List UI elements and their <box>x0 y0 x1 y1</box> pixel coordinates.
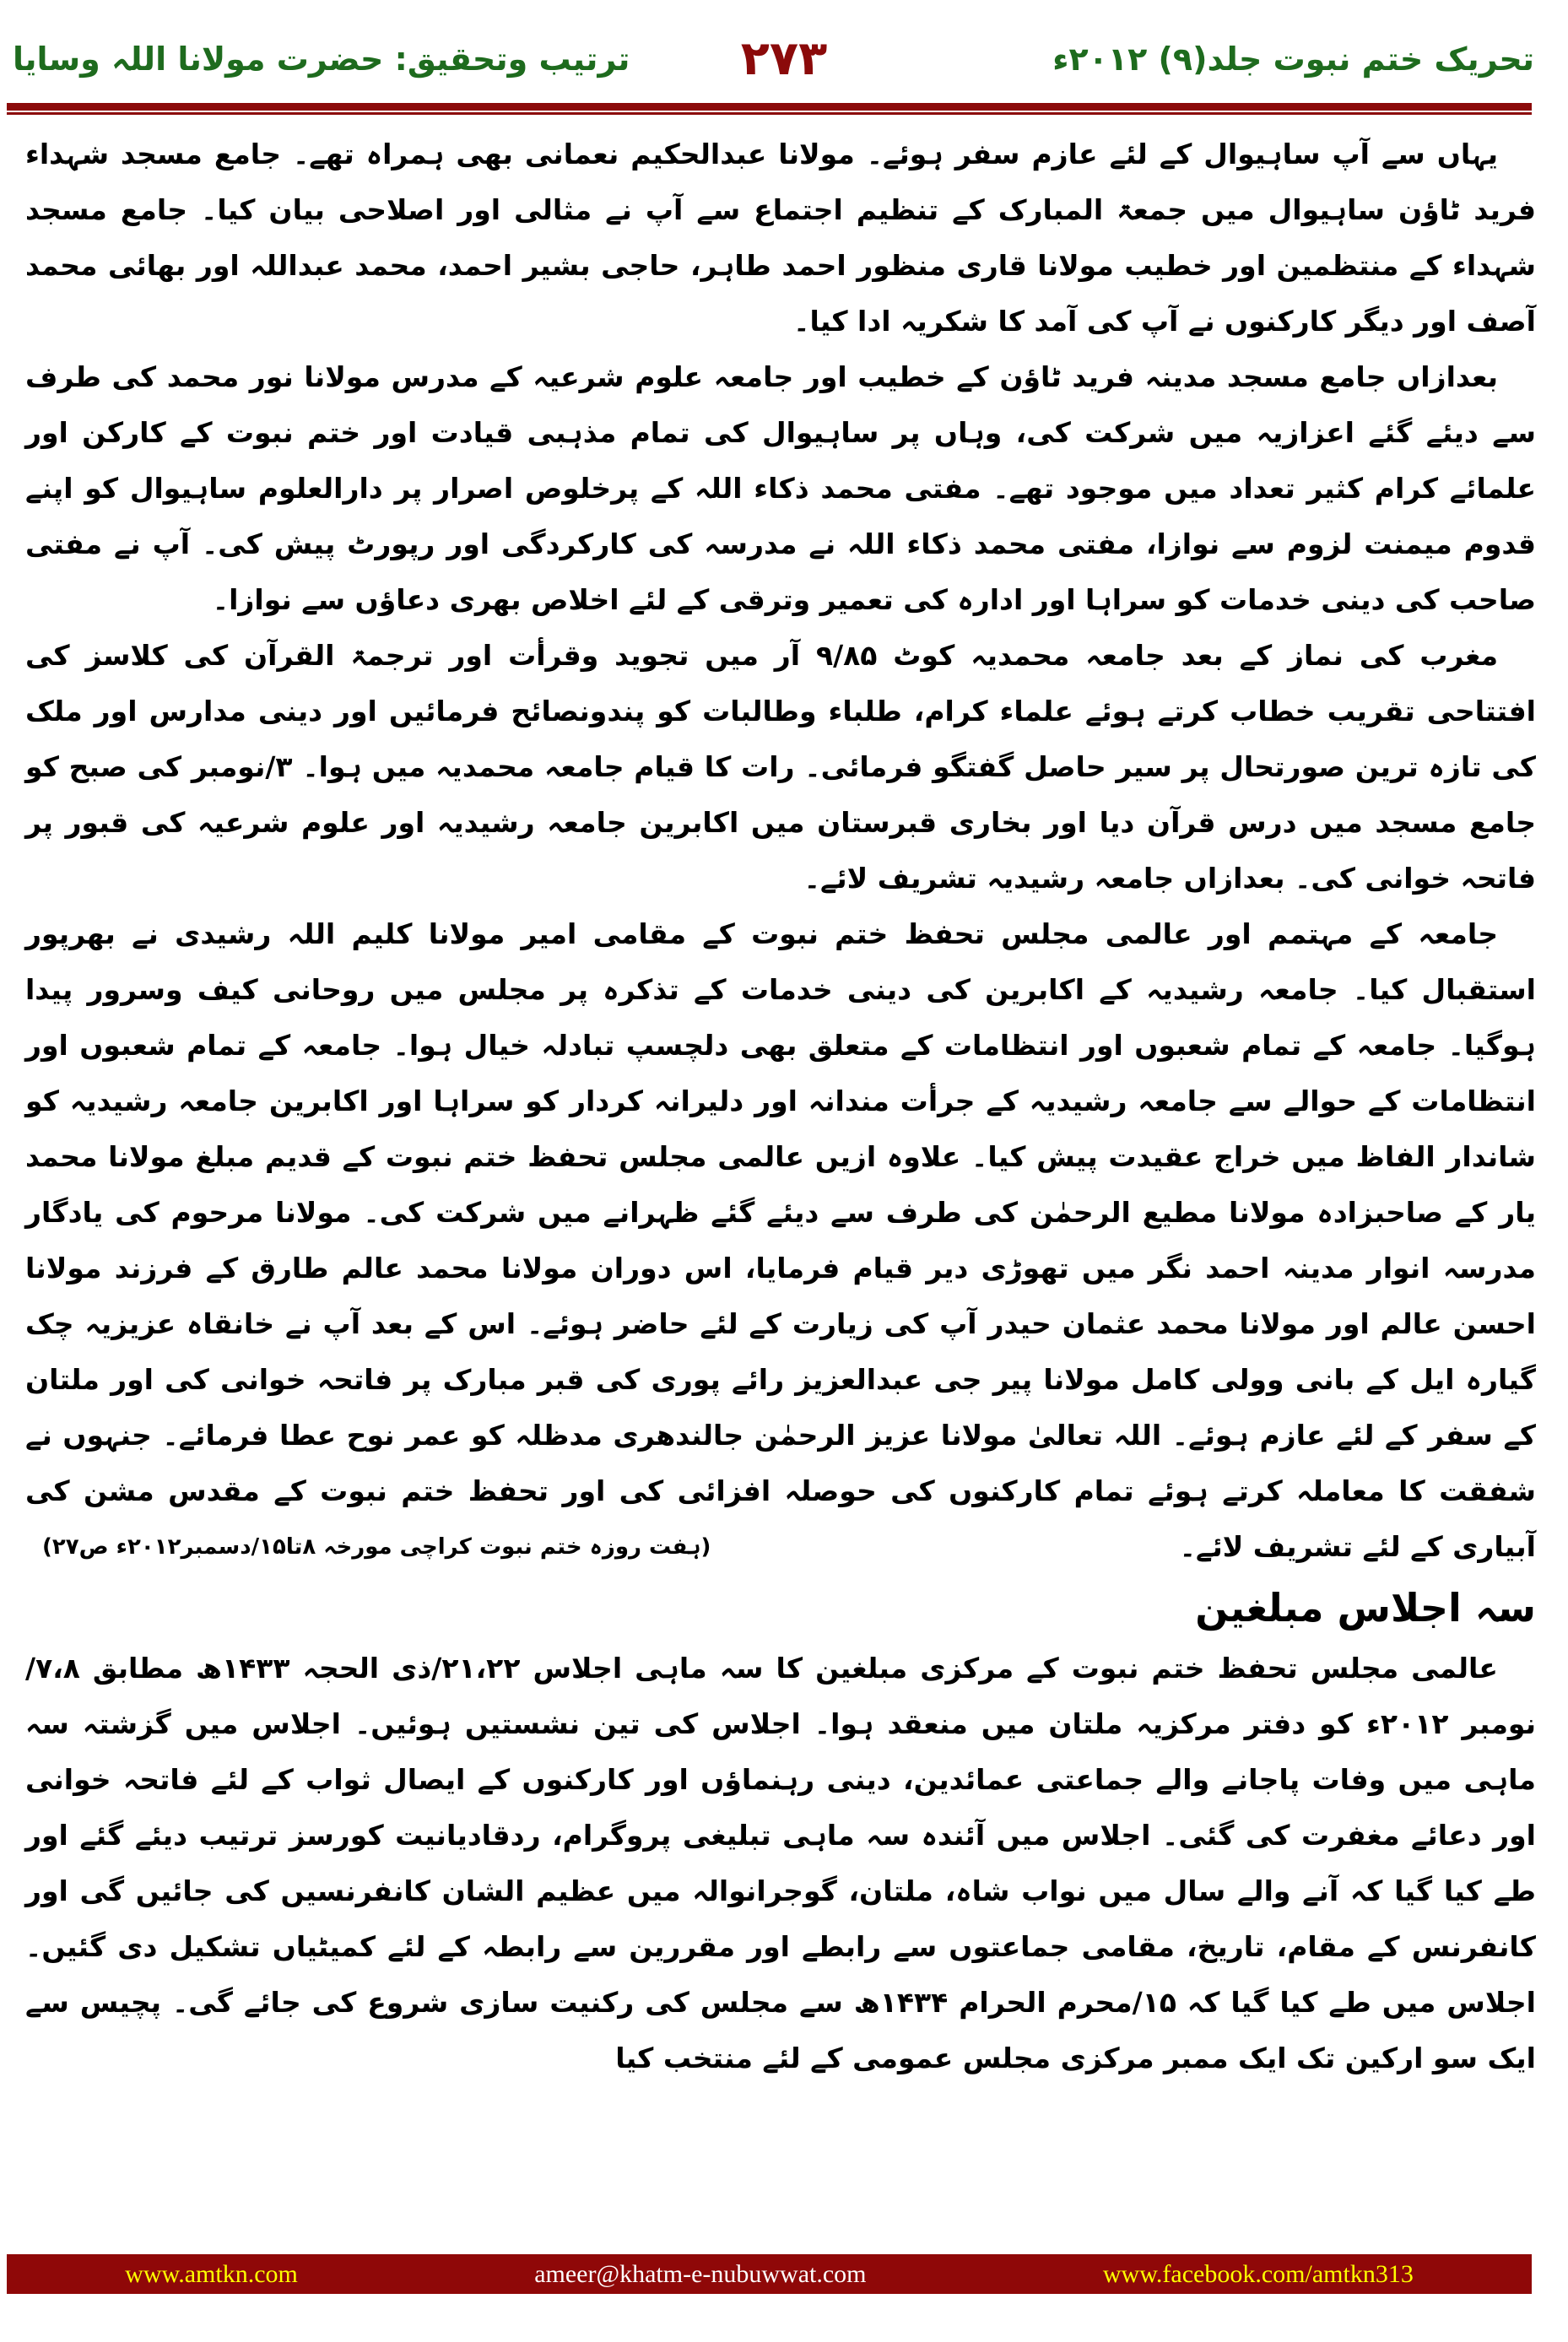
citation: (ہفت روزہ ختم نبوت کراچی مورخہ ۸تا۱۵/دسمبر۲۰۱۲ء ص۲۷) <box>42 1534 711 1560</box>
paragraph-with-citation <box>25 906 1536 1575</box>
book-title: تحریک ختم نبوت جلد(۹) ۲۰۱۲ء <box>1052 41 1534 78</box>
page-body <box>25 127 1536 2086</box>
section-heading: سہ اجلاس مبلغین <box>1195 1585 1536 1631</box>
paragraph: مغرب کی نماز کے بعد جامعہ محمدیہ کوٹ ۹/۸۵ آر میں تجوید وقرأت اور ترجمۃ القرآن کی کلاسز کی افتتاحی تقریب خطاب کرتے ہوئے علماء کرام، طلباء وطالبات کو پندونصائح فرمائیں اور دینی مدارس اور ملک کی تازہ ترین صورتحال پر سیر حاصل گفتگو فرمائی۔ رات کا قیام جامعہ محمدیہ میں ہوا۔ ۳/نومبر کی صبح کو جامع مسجد میں درس قرآن دیا اور بخاری قبرستان میں اکابرین جامعہ رشیدیہ اور علوم شرعیہ کی قبور پر فاتحہ خوانی کی۔ بعدازاں جامعہ رشیدیہ تشریف لائے۔ <box>25 639 1536 895</box>
facebook-link[interactable]: www.facebook.com/amtkn313 <box>1102 2259 1414 2288</box>
page-number: ۲۷۳ <box>740 31 828 86</box>
paragraph: بعدازاں جامع مسجد مدینہ فرید ٹاؤن کے خطیب اور جامعہ علوم شرعیہ کے مدرس مولانا نور محمد کی طرف سے دیئے گئے اعزازیہ میں شرکت کی، وہاں پر ساہیوال کی تمام مذہبی قیادت اور ختم نبوت کے کارکن اور علمائے کرام کثیر تعداد میں موجود تھے۔ مفتی محمد ذکاء اللہ کے پرخلوص اصرار پر دارالعلوم ساہیوال کو اپنے قدوم میمنت لزوم سے نوازا، مفتی محمد ذکاء اللہ نے مدرسہ کی کارکردگی اور رپورٹ پیش کی۔ آپ نے مفتی صاحب کی دینی خدمات کو سراہا اور ادارہ کی تعمیر وترقی کے لئے اخلاص بھری دعاؤں سے نوازا۔ <box>25 360 1536 616</box>
header-rule-thin <box>7 112 1532 115</box>
footer-bar <box>7 2254 1532 2294</box>
email-link[interactable]: ameer@khatm-e-nubuwwat.com <box>534 2259 867 2288</box>
header-rule-thick <box>7 103 1532 111</box>
website-link[interactable]: www.amtkn.com <box>125 2259 298 2288</box>
paragraph: یہاں سے آپ ساہیوال کے لئے عازم سفر ہوئے۔ مولانا عبدالحکیم نعمانی بھی ہمراہ تھے۔ جامع مسجد شہداء فرید ٹاؤن ساہیوال میں جمعۃ المبارک کے تنظیم اجتماع سے آپ نے مثالی اور اصلاحی بیان کیا۔ جامع مسجد شہداء کے منتظمین اور خطیب مولانا قاری منظور احمد طاہر، حاجی بشیر احمد، محمد عبداللہ اور بھائی محمد آصف اور دیگر کارکنوں نے آپ کی آمد کا شکریہ ادا کیا۔ <box>25 138 1536 338</box>
paragraph-text: جامعہ کے مہتمم اور عالمی مجلس تحفظ ختم نبوت کے مقامی امیر مولانا کلیم اللہ رشیدی نے بھرپور استقبال کیا۔ جامعہ رشیدیہ کے اکابرین کی دینی خدمات کے تذکرہ پر مجلس میں روحانی کیف وسرور پیدا ہوگیا۔ جامعہ کے تمام شعبوں اور انتظامات کے متعلق بھی دلچسپ تبادلہ خیال ہوا۔ جامعہ کے تمام شعبوں اور انتظامات کے حوالے سے جامعہ رشیدیہ کے جرأت مندانہ اور دلیرانہ کردار کو سراہا اور اکابرین جامعہ رشیدیہ کو شاندار الفاظ میں خراج عقیدت پیش کیا۔ علاوہ ازیں عالمی مجلس تحفظ ختم نبوت کے قدیم مبلغ مولانا محمد یار کے صاحبزادہ مولانا مطیع الرحمٰن کی طرف سے دیئے گئے ظہرانے میں شرکت کی۔ مولانا مرحوم کی یادگار مدرسہ انوار مدینہ احمد نگر میں تھوڑی دیر قیام فرمایا، اس دوران مولانا محمد عالم طارق کے فرزند مولانا احسن عالم اور مولانا محمد عثمان حیدر آپ کی زیارت کے لئے حاضر ہوئے۔ اس کے بعد آپ نے خانقاہ عزیزیہ چک گیارہ ایل کے بانی وولی کامل مولانا پیر جی عبدالعزیز رائے پوری کی قبر مبارک پر فاتحہ خوانی کی اور ملتان کے سفر کے لئے عازم ہوئے۔ اللہ تعالیٰ مولانا عزیز الرحمٰن جالندھری مدظلہ کو عمر نوح عطا فرمائے۔ جنہوں نے شفقت کا معاملہ کرتے ہوئے تمام کارکنوں کی حوصلہ افزائی کی اور تحفظ ختم نبوت کے مقدس مشن کی آبیاری کے لئے تشریف لائے۔ <box>25 917 1536 1563</box>
compiler-credit: ترتیب وتحقیق: حضرت مولانا اللہ وسایا <box>13 41 630 78</box>
paragraph: عالمی مجلس تحفظ ختم نبوت کے مرکزی مبلغین کا سہ ماہی اجلاس ۲۱،۲۲/ذی الحجہ ۱۴۳۳ھ مطابق ۷،۸/نومبر ۲۰۱۲ء کو دفتر مرکزیہ ملتان میں منعقد ہوا۔ اجلاس کی تین نشستیں ہوئیں۔ اجلاس میں گزشتہ سہ ماہی میں وفات پاجانے والے جماعتی عمائدین، دینی رہنماؤں اور کارکنوں کے ایصال ثواب کے لئے فاتحہ خوانی اور دعائے مغفرت کی گئی۔ اجلاس میں آئندہ سہ ماہی تبلیغی پروگرام، ردقادیانیت کورسز ترتیب دیئے گئے اور طے کیا گیا کہ آنے والے سال میں نواب شاہ، ملتان، گوجرانوالہ میں عظیم الشان کانفرنسیں کی جائیں گی اور کانفرنس کے مقام، تاریخ، مقامی جماعتوں سے رابطے اور مقررین سے رابطہ کے لئے کمیٹیاں تشکیل دی گئیں۔ اجلاس میں طے کیا گیا کہ ۱۵/محرم الحرام ۱۴۳۴ھ سے مجلس کی رکنیت سازی شروع کی جائے گی۔ پچیس سے ایک سو ارکین تک ایک ممبر مرکزی مجلس عمومی کے لئے منتخب کیا <box>25 1652 1536 2074</box>
